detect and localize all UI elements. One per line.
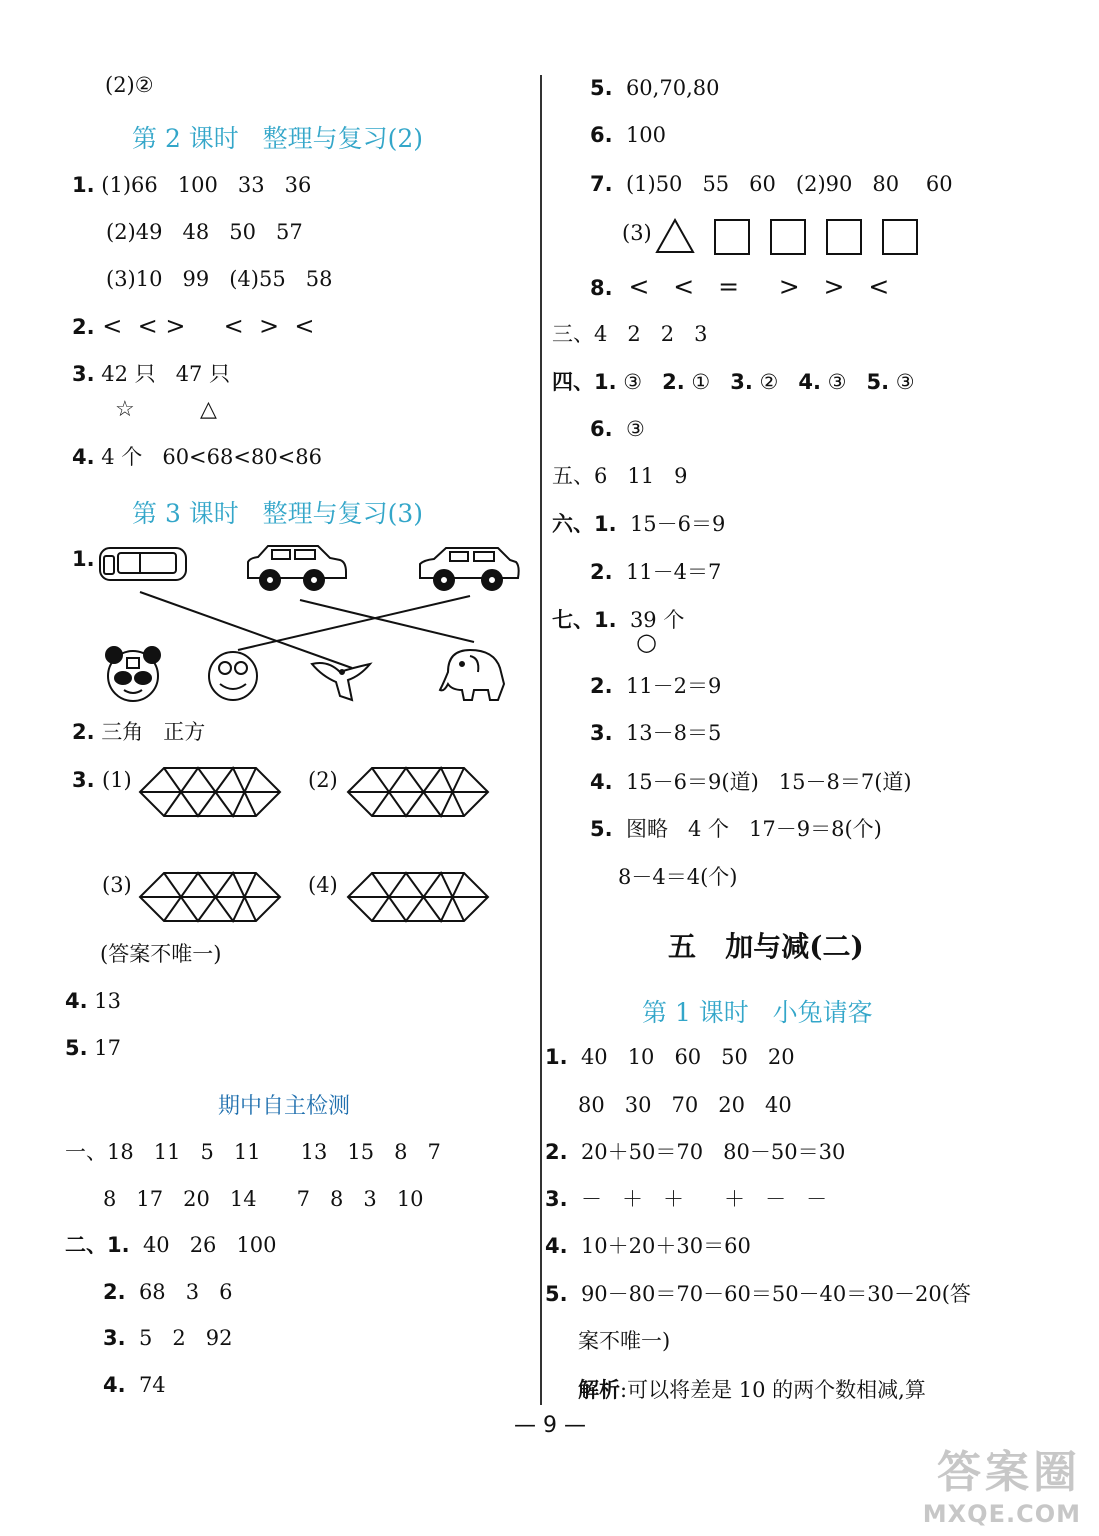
figure-label: (2) bbox=[308, 768, 338, 792]
answer-line: 七、1. 39 个 bbox=[552, 608, 685, 632]
answer-line: 5. 17 bbox=[65, 1036, 121, 1060]
hexagon-figure-4 bbox=[348, 873, 488, 921]
answer-line: 2. 20＋50＝70 80－50＝30 bbox=[545, 1140, 846, 1164]
answer-line: 5. 图略 4 个 17－9＝8(个) bbox=[590, 817, 882, 841]
answer-line: 1. (1)66 100 33 36 bbox=[72, 173, 312, 197]
watermark-logo: 答案圈 MXQE.COM bbox=[922, 1447, 1081, 1528]
answer-line: 3. 5 2 92 bbox=[103, 1326, 233, 1350]
answer-line: 案不唯一) bbox=[578, 1329, 671, 1353]
answer-line: 3. 13－8＝5 bbox=[590, 721, 722, 745]
figure-label: (3) bbox=[622, 221, 652, 245]
triangle-shape bbox=[655, 218, 695, 254]
analysis-line: 解析:可以将差是 10 的两个数相减,算 bbox=[578, 1378, 926, 1402]
answer-line: 六、1. 15－6＝9 bbox=[552, 512, 726, 536]
question-number: 1. bbox=[72, 547, 95, 571]
answer-line: (3)10 99 (4)55 58 bbox=[106, 267, 333, 291]
answer-line: 5. 60,70,80 bbox=[590, 76, 720, 100]
answer-line: 4. 13 bbox=[65, 989, 121, 1013]
answer-line: 3. 42 只 47 只 bbox=[72, 362, 231, 386]
answer-line: 7. (1)50 55 60 (2)90 80 60 bbox=[590, 172, 953, 196]
square-shape bbox=[826, 219, 862, 255]
section-heading-lesson1: 第 1 课时 小兔请客 bbox=[642, 998, 873, 1027]
figure-label: (3) bbox=[102, 873, 132, 897]
answer-line: 3. － ＋ ＋ ＋ － － bbox=[545, 1187, 828, 1211]
triangle-icon: △ bbox=[200, 397, 217, 422]
answer-note: (答案不唯一) bbox=[100, 942, 222, 966]
answer-line: 5. 90－80＝70－60＝50－40＝30－20(答 bbox=[545, 1282, 971, 1306]
answer-line: 二、1. 40 26 100 bbox=[65, 1233, 277, 1257]
answer-line: 五、6 11 9 bbox=[552, 464, 688, 488]
answer-line: 6. ③ bbox=[590, 417, 645, 441]
figure-label: (4) bbox=[308, 873, 338, 897]
answer-line: 8. < < = > > < bbox=[590, 272, 890, 301]
answer-line: 2. < < > < > < bbox=[72, 312, 315, 340]
answer-line: 6. 100 bbox=[590, 123, 667, 147]
unit-title: 五 加与减(二) bbox=[668, 930, 864, 963]
answer-line: 4. 15－6＝9(道) 15－8＝7(道) bbox=[590, 770, 912, 794]
answer-line: 2. 11－4＝7 bbox=[590, 560, 722, 584]
square-shape bbox=[714, 219, 750, 255]
answer-line: 1. 40 10 60 50 20 bbox=[545, 1045, 795, 1069]
section-heading-lesson3: 第 3 课时 整理与复习(3) bbox=[132, 499, 424, 528]
answer-line: 四、1. ③ 2. ① 3. ② 4. ③ 5. ③ bbox=[552, 370, 915, 394]
page-number: — 9 — bbox=[514, 1413, 586, 1438]
hexagon-figure-3 bbox=[140, 873, 280, 921]
section-heading-midterm: 期中自主检测 bbox=[218, 1094, 351, 1119]
answer-line: (2)② bbox=[105, 73, 154, 97]
answer-line: 4. 74 bbox=[103, 1373, 166, 1397]
answer-line: 2. 11－2＝9 bbox=[590, 674, 722, 698]
star-icon: ☆ bbox=[115, 397, 135, 422]
hexagon-figure-2 bbox=[348, 768, 488, 816]
answer-line: 4. 4 个 60<68<80<86 bbox=[72, 445, 323, 469]
answer-line: 4. 10＋20＋30＝60 bbox=[545, 1234, 751, 1258]
answer-line: 三、4 2 2 3 bbox=[552, 322, 708, 346]
question-number: 3. bbox=[72, 768, 95, 792]
answer-line: 8 17 20 14 7 8 3 10 bbox=[103, 1187, 424, 1211]
answer-line: (2)49 48 50 57 bbox=[106, 220, 303, 244]
square-shape bbox=[770, 219, 806, 255]
answer-line: 8－4＝4(个) bbox=[618, 865, 738, 889]
answer-line: 2. 三角 正方 bbox=[72, 720, 206, 744]
answer-line: 80 30 70 20 40 bbox=[578, 1093, 792, 1117]
figure-label: (1) bbox=[102, 768, 132, 792]
circle-icon: ○ bbox=[636, 628, 657, 656]
hexagon-figure-1 bbox=[140, 768, 280, 816]
answer-line: 2. 68 3 6 bbox=[103, 1280, 233, 1304]
square-shape bbox=[882, 219, 918, 255]
section-heading-lesson2: 第 2 课时 整理与复习(2) bbox=[132, 124, 424, 153]
answer-line: 一、18 11 5 11 13 15 8 7 bbox=[65, 1140, 441, 1164]
